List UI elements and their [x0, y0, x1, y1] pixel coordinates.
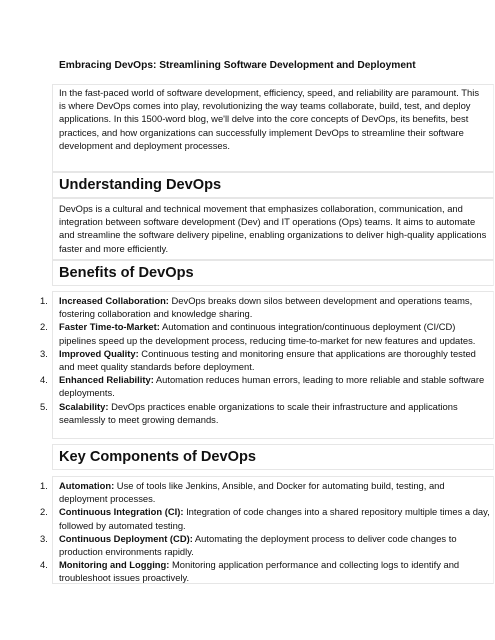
section-components-heading: Key Components of DevOps — [59, 449, 257, 465]
item-text: Integration of code changes into a shared repository multiple times a day, followed by automated testing. — [59, 506, 490, 531]
item-text: Automation reduces human errors, leading to more reliable and stable software deployments. — [59, 374, 485, 399]
section-understanding-heading: Understanding DevOps — [59, 177, 222, 193]
item-text: Automating the deployment process to deliver code changes to production environments rapidly. — [59, 532, 457, 558]
list-item — [30, 294, 490, 320]
list-item — [30, 373, 490, 399]
section-benefits-heading: Benefits of DevOps — [59, 265, 194, 281]
list-item — [30, 320, 490, 346]
item-label: Continuous Integration (CI): — [59, 506, 184, 518]
list-number: 2. — [40, 506, 48, 518]
list-number: 3. — [40, 347, 48, 359]
list-item — [30, 532, 490, 558]
item-text: Automation and continuous integration/continuous deployment (CI/CD) pipelines speed up the development process, reducing time-to-market for new features and updates. — [59, 321, 476, 346]
list-number: 1. — [40, 480, 48, 491]
item-label: Faster Time-to-Market: — [59, 321, 160, 333]
list-item — [30, 400, 490, 426]
item-label: Automation: — [59, 480, 115, 491]
list-number: 2. — [40, 321, 48, 333]
list-number: 4. — [40, 559, 48, 571]
item-text: DevOps practices enable organizations to scale their infrastructure and applications seamlessly to meet growing demands. — [59, 400, 458, 425]
section-understanding-body: DevOps is a cultural and technical movement that emphasizes collaboration, communication, and integration between software development (Dev) and IT operations (Ops) teams. It aims to automate and streamline the software delivery pipeline, enabling organizations to deliver high-quality applications faster and more efficiently. — [59, 203, 487, 254]
benefits-list — [30, 294, 490, 426]
item-text: DevOps breaks down silos between development and operations teams, fostering collaboration and knowledge sharing. — [59, 295, 473, 320]
list-number: 5. — [40, 400, 48, 412]
item-text: Continuous testing and monitoring ensure that applications are thoroughly tested and meet quality standards before deployment. — [59, 347, 476, 373]
list-item — [30, 347, 490, 373]
intro-paragraph: In the fast-paced world of software development, efficiency, speed, and reliability are paramount. This is where DevOps comes into play, revolutionizing the way teams collaborate, build, test, and deploy applications. In this 1500-word blog, we'll delve into the core concepts of DevOps, its benefits, best practices, and how organizations can successfully implement DevOps to streamline their software development and deployment processes. — [59, 87, 480, 151]
item-label: Improved Quality: — [59, 347, 139, 359]
list-number: 4. — [40, 374, 48, 386]
components-list — [30, 479, 490, 585]
document-title: Embracing DevOps: Streamlining Software Development and Deployment — [59, 60, 416, 71]
item-label: Monitoring and Logging: — [59, 559, 170, 571]
item-label: Scalability: — [59, 400, 109, 412]
item-label: Increased Collaboration: — [59, 295, 169, 306]
list-number: 1. — [40, 295, 48, 306]
item-label: Continuous Deployment (CD): — [59, 532, 193, 544]
list-item — [30, 505, 490, 531]
list-item — [30, 558, 490, 584]
list-item — [30, 479, 490, 505]
item-label: Enhanced Reliability: — [59, 374, 154, 386]
list-number: 3. — [40, 532, 48, 544]
item-text: Monitoring application performance and collecting logs to identify and troubleshoot issues proactively. — [59, 559, 460, 584]
item-text: Use of tools like Jenkins, Ansible, and Docker for automating build, testing, and deployment processes. — [59, 480, 445, 505]
